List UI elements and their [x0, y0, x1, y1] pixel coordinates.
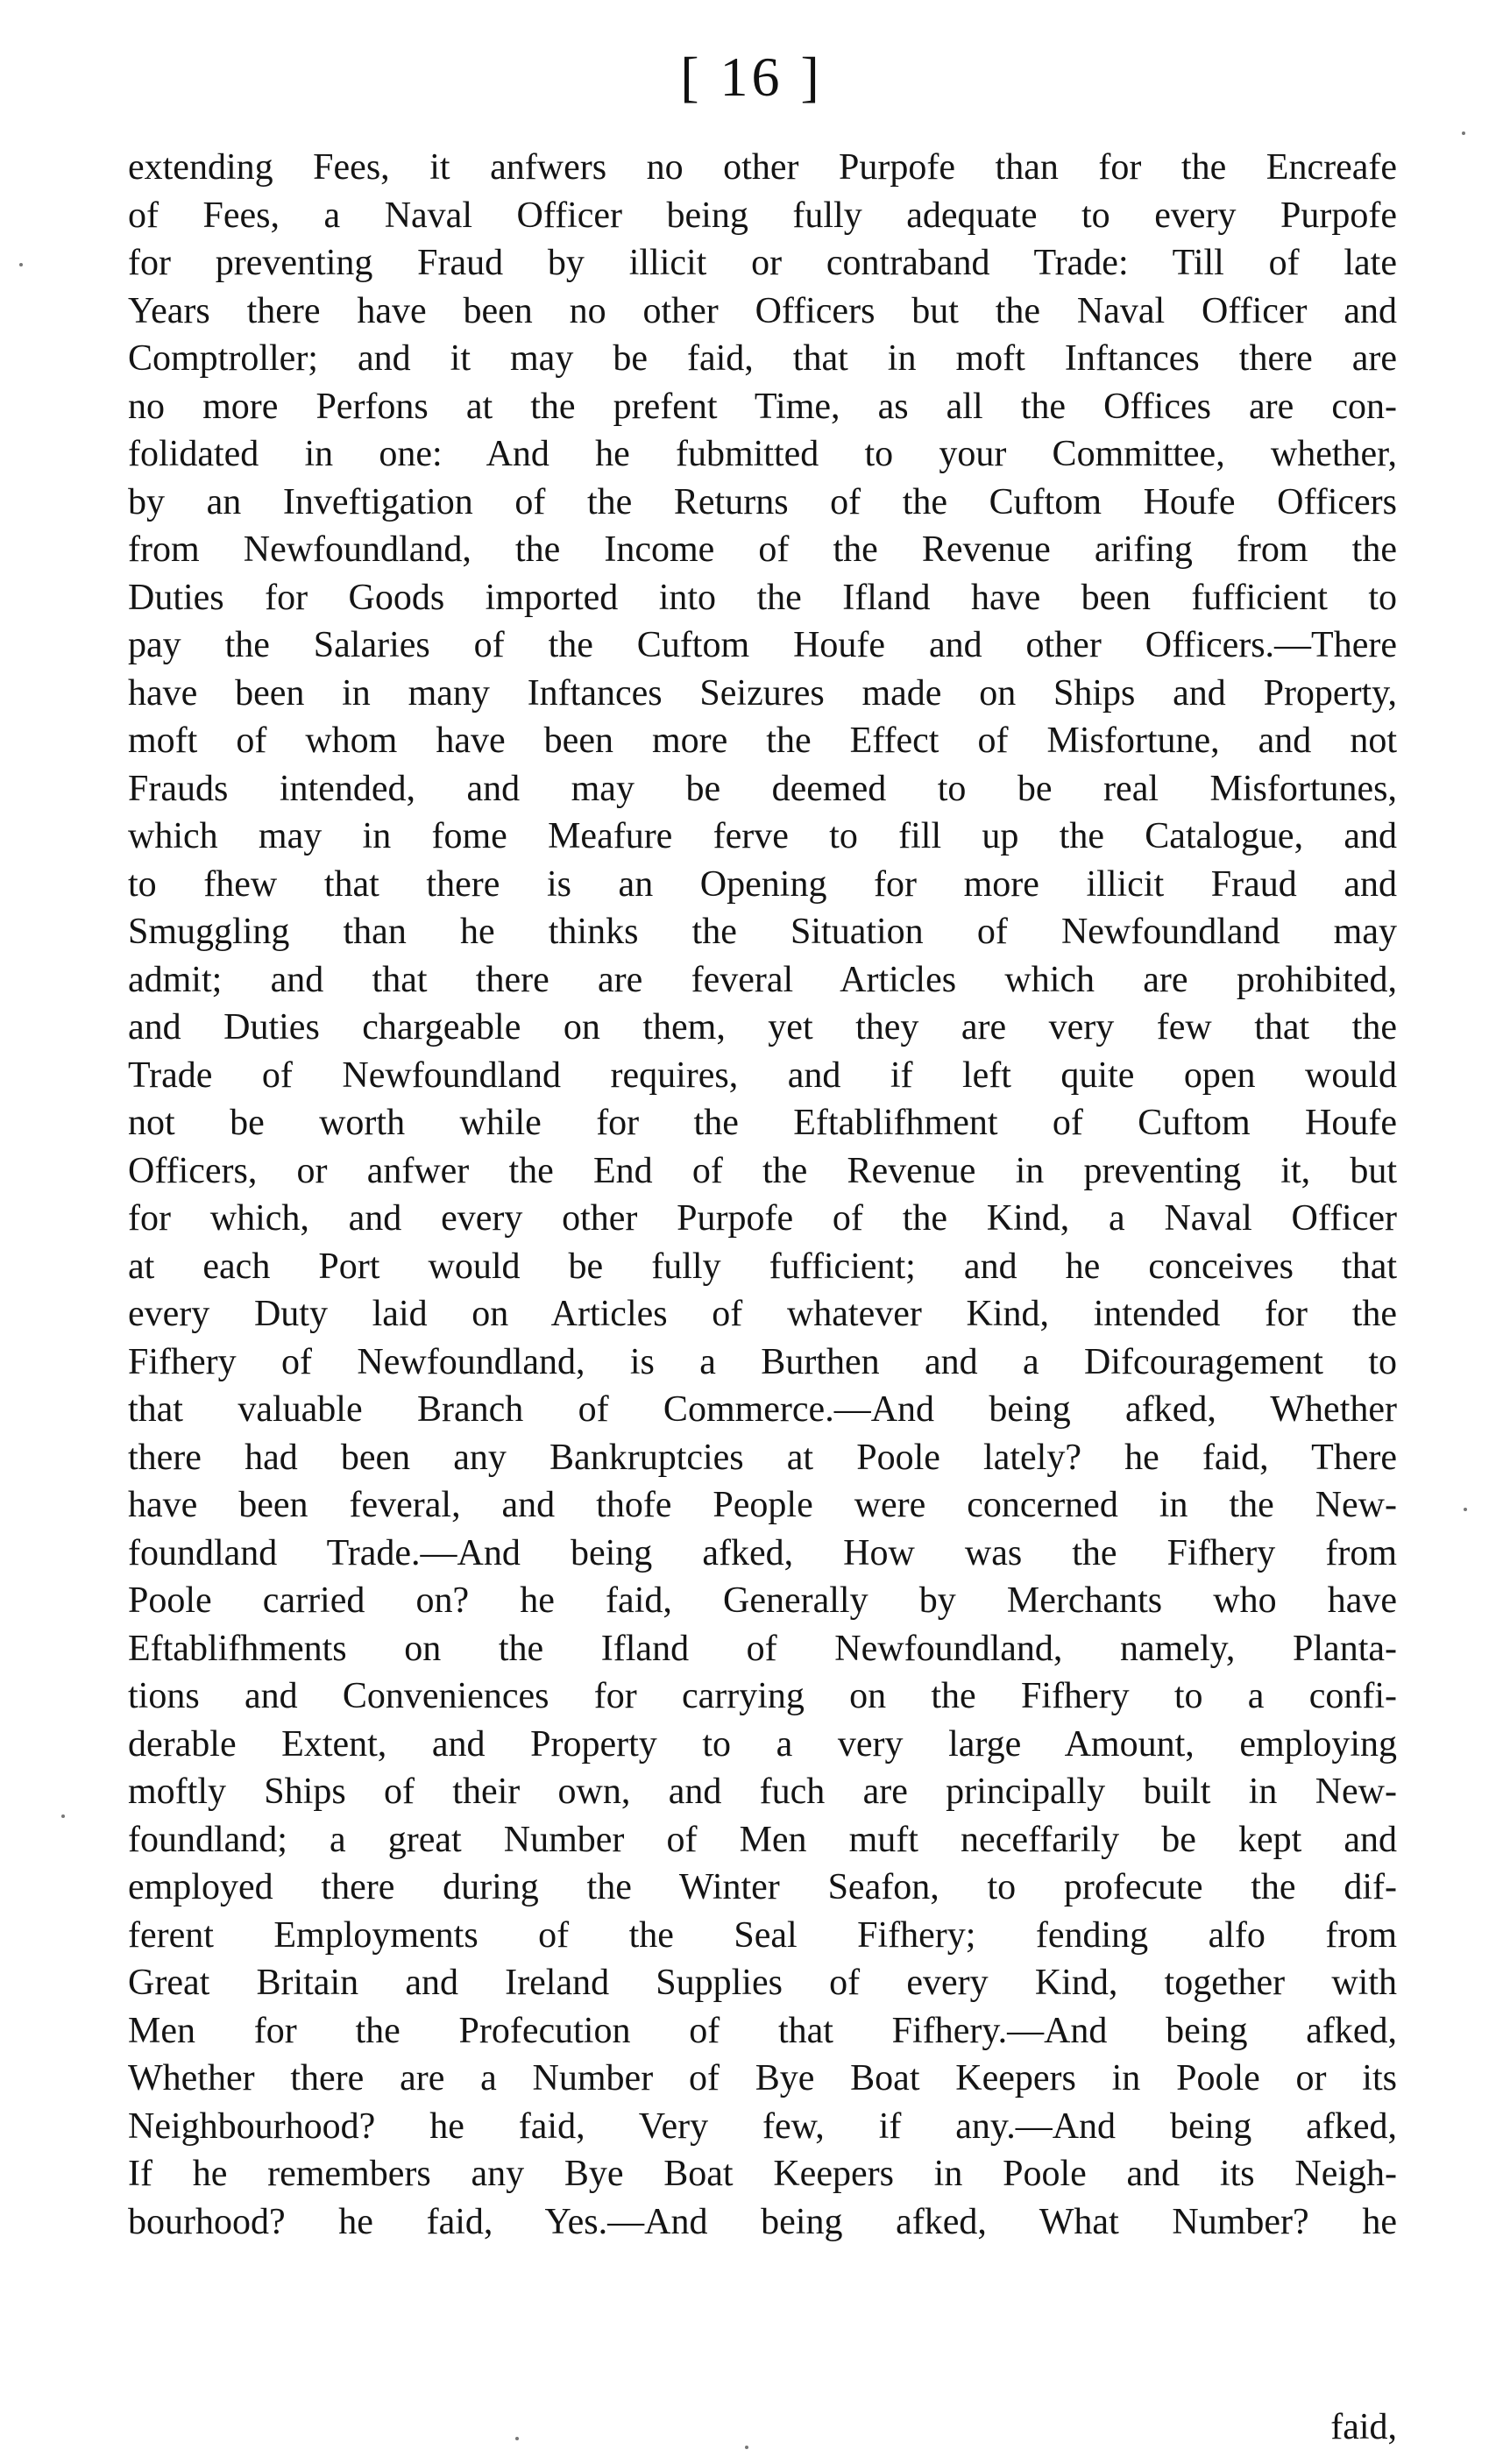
page-number: [ 16 ]	[680, 46, 823, 108]
text-line: moft of whom have been more the Effect of Misfortune, and not	[128, 721, 1397, 761]
text-line: and Duties chargeable on them, yet they are very few that the	[128, 1007, 1397, 1047]
text-line: folidated in one: And he fubmitted to your Committee, whether,	[128, 434, 1397, 474]
text-line: Trade of Newfoundland requires, and if left quite open would	[128, 1054, 1397, 1096]
text-line: every Duty laid on Articles of whatever Kind, intended for the	[128, 1294, 1397, 1334]
text-line: Comptroller; and it may be faid, that in moft Inftances there are	[128, 338, 1397, 379]
text-line: Years there have been no other Officers but the Naval Officer and	[128, 290, 1397, 331]
text-line: Eftablifhments on the Ifland of Newfoundland, namely, Planta-	[128, 1628, 1397, 1669]
print-speck	[19, 263, 23, 266]
text-line: of Fees, a Naval Officer being fully adequate to every Purpofe	[128, 195, 1397, 236]
text-line: moftly Ships of their own, and fuch are principally built in New-	[128, 1772, 1397, 1812]
print-speck	[1462, 131, 1465, 135]
text-line: there had been any Bankruptcies at Poole lately? he faid, There	[128, 1437, 1397, 1478]
text-line: Officers, or anfwer the End of the Revenue in preventing it, but	[128, 1150, 1397, 1191]
print-speck	[61, 1814, 65, 1818]
text-line: by an Inveftigation of the Returns of the Cuftom Houfe Officers	[128, 481, 1397, 522]
text-line: If he remembers any Bye Boat Keepers in Poole and its Neigh-	[128, 2154, 1397, 2194]
text-line: Duties for Goods imported into the Ifland have been fufficient to	[128, 577, 1397, 618]
text-line: admit; and that there are feveral Articles which are prohibited,	[128, 959, 1397, 1000]
testimony-body-text	[128, 144, 1397, 2246]
text-line: no more Perfons at the prefent Time, as all the Offices are con-	[128, 386, 1397, 427]
text-line: bourhood? he faid, Yes.—And being afked, What Number? he	[128, 2201, 1397, 2242]
text-line: extending Fees, it anfwers no other Purpofe than for the Encreafe	[128, 147, 1397, 188]
text-line: that valuable Branch of Commerce.—And being afked, Whether	[128, 1389, 1397, 1430]
text-line: Poole carried on? he faid, Generally by Merchants who have	[128, 1580, 1397, 1621]
text-line: derable Extent, and Property to a very large Amount, employing	[128, 1723, 1397, 1765]
text-line: Neighbourhood? he faid, Very few, if any.—And being afked,	[128, 2105, 1397, 2147]
text-line: Men for the Profecution of that Fifhery.—And being afked,	[128, 2010, 1397, 2051]
text-line: Frauds intended, and may be deemed to be real Misfortunes,	[128, 768, 1397, 809]
text-line: employed there during the Winter Seafon, to profecute the dif-	[128, 1867, 1397, 1907]
text-line: for which, and every other Purpofe of the Kind, a Naval Officer	[128, 1198, 1397, 1239]
print-speck	[745, 2446, 748, 2449]
text-line: tions and Conveniences for carrying on the Fifhery to a confi-	[128, 1676, 1397, 1716]
text-line: Smuggling than he thinks the Situation of Newfoundland may	[128, 912, 1397, 952]
text-line: at each Port would be fully fufficient; and he conceives that	[128, 1246, 1397, 1287]
text-line: Whether there are a Number of Bye Boat Keepers in Poole or its	[128, 2058, 1397, 2098]
text-line: for preventing Fraud by illicit or contraband Trade: Till of late	[128, 243, 1397, 283]
text-line: Great Britain and Ireland Supplies of every Kind, together with	[128, 1963, 1397, 2003]
text-line: from Newfoundland, the Income of the Revenue arifing from the	[128, 529, 1397, 570]
text-line: which may in fome Meafure ferve to fill up the Catalogue, and	[128, 816, 1397, 856]
text-line: foundland Trade.—And being afked, How was the Fifhery from	[128, 1532, 1397, 1573]
text-line: pay the Salaries of the Cuftom Houfe and other Officers.—There	[128, 625, 1397, 665]
text-line: to fhew that there is an Opening for more illicit Fraud and	[128, 863, 1397, 905]
print-speck	[1464, 1508, 1467, 1511]
text-line: have been in many Inftances Seizures made on Ships and Property,	[128, 672, 1397, 714]
text-line: foundland; a great Number of Men muft neceffarily be kept and	[128, 1819, 1397, 1860]
text-line: not be worth while for the Eftablifhment of Cuftom Houfe	[128, 1103, 1397, 1143]
print-speck	[515, 2437, 519, 2440]
text-line: ferent Employments of the Seal Fifhery; fending alfo from	[128, 1914, 1397, 1956]
text-line: Fifhery of Newfoundland, is a Burthen and a Difcouragement to	[128, 1341, 1397, 1382]
text-line: have been feveral, and thofe People were concerned in the New-	[128, 1485, 1397, 1525]
catchword: faid,	[1330, 2407, 1397, 2447]
